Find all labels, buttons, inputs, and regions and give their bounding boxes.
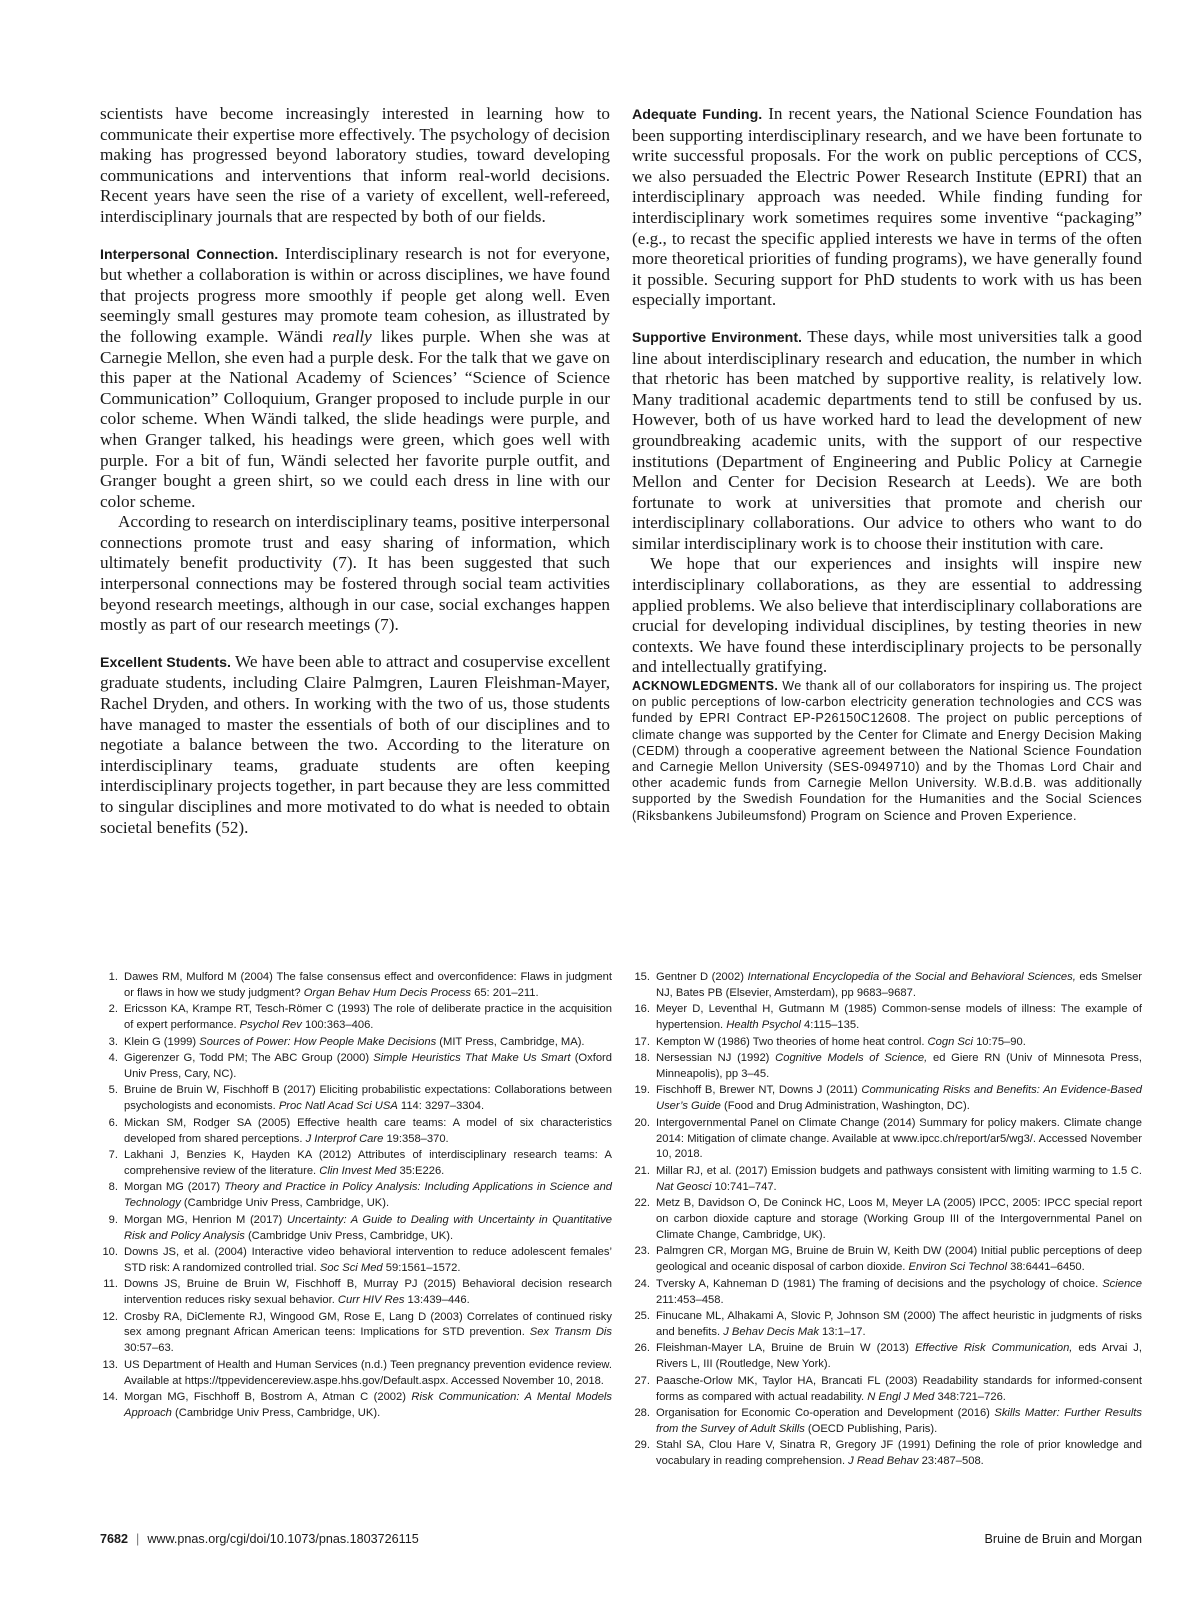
reference-item: [100, 1002, 612, 1034]
reference-source: Sources of Power: How People Make Decisions: [199, 1035, 437, 1048]
reference-details: 10:75–90.: [976, 1035, 1026, 1048]
reference-source: Nat Geosci: [656, 1180, 712, 1193]
reference-number: 11.: [103, 1278, 118, 1291]
reference-number: 17.: [634, 1035, 650, 1048]
reference-details: 10:741–747.: [714, 1180, 777, 1193]
reference-item: [100, 970, 612, 1002]
reference-item: [632, 1438, 1142, 1470]
reference-number: 5.: [108, 1084, 118, 1097]
reference-details: (Cambridge Univ Press, Cambridge, UK).: [175, 1406, 381, 1419]
reference-source: Skills Matter: Further Results from the Survey of Adult Skills: [656, 1406, 1143, 1435]
reference-source: Proc Natl Acad Sci USA: [278, 1100, 398, 1113]
reference-number: 18.: [634, 1052, 650, 1065]
reference-text: Gentner D (2002): [656, 971, 744, 983]
reference-item: [632, 1002, 1142, 1034]
reference-number: 22.: [634, 1197, 650, 1210]
interpersonal-heading: Interpersonal Connection.: [100, 246, 279, 263]
reference-number: 25.: [634, 1310, 650, 1323]
reference-number: 10.: [102, 1245, 118, 1258]
reference-number: 15.: [634, 971, 650, 983]
reference-details: 13:1–17.: [822, 1325, 866, 1338]
reference-text: Finucane ML, Alhakami A, Slovic P, Johnson SM (2000) The affect heuristic in judgments of risks and benefits.: [656, 1310, 1142, 1338]
references-list-right: [632, 970, 1142, 1471]
reference-item: [100, 1035, 612, 1051]
acknowledgments: ACKNOWLEDGMENTS. We thank all of our collaborators for inspiring us. The project on public perceptions of low-carbon electricity generation technologies and CCS was funded by EPRI Contract EP-P26150C12608. The project on public perceptions of climate change was supported by the Center for Climate and Energy Decision Making (CEDM) through a cooperative agreement between the National Science Foundation and Carnegie Mellon University (SES-0949710) and by the Thomas Lord Chair and other academic funds from Carnegie Mellon University. W.B.d.B. was additionally supported by the Swedish Foundation for the Humanities and the Social Sciences (Riksbankens Jubileumsfond) Program on Science and Proven Experience.: [632, 679, 1142, 823]
reference-details: 13:439–446.: [407, 1294, 470, 1307]
students-paragraph: Excellent Students. We have been able to attract and cosupervise excellent graduate students, including Claire Palmgren, Lauren Fleishman-Mayer, Rachel Dryden, and others. In working with the two of us, those students have managed to master the essentials of both of our disciplines and to negotiate a balance between the two. According to the literature on interdisciplinary teams, graduate students are often keeping interdisciplinary projects together, in part because they are less committed to singular disciplines and more motivated to do what is needed to obtain societal benefits (52).: [100, 651, 610, 837]
reference-text: Downs JS, et al. (2004) Interactive video behavioral intervention to reduce adolescent females’ STD risk: A randomized controlled trial.: [124, 1245, 612, 1274]
reference-item: [632, 1051, 1142, 1083]
reference-source: Science: [1102, 1277, 1142, 1290]
reference-text: Dawes RM, Mulford M (2004) The false consensus effect and overconfidence: Flaws in judgment or flaws in how we study judgment?: [124, 971, 612, 999]
reference-number: 26.: [634, 1342, 650, 1355]
right-column: [632, 104, 1142, 824]
reference-number: 6.: [108, 1116, 118, 1129]
reference-number: 21.: [634, 1164, 650, 1177]
reference-source: Theory and Practice in Policy Analysis: Including Applications in Science and Technology: [124, 1181, 613, 1210]
reference-source: Soc Sci Med: [319, 1261, 383, 1274]
reference-source: Organ Behav Hum Decis Process: [303, 986, 471, 999]
page-number: 7682: [100, 1532, 129, 1546]
reference-text: Paasche-Orlow MK, Taylor HA, Brancati FL (2003) Readability standards for informed-consent forms as compared with actual readability.: [656, 1374, 1142, 1403]
reference-number: 8.: [108, 1181, 118, 1194]
reference-source: Curr HIV Res: [337, 1294, 405, 1307]
reference-item: [632, 970, 1142, 1002]
funding-paragraph: Adequate Funding. In recent years, the National Science Foundation has been supporting interdisciplinary research, and we have been fortunate to write successful proposals. For the work on public perceptions of CCS, we also persuaded the Electric Power Research Institute (EPRI) that an interdisciplinary approach was needed. While finding funding for interdisciplinary work sometimes requires some inventive “packaging” (e.g., to recast the specific applied interests we have in terms of the often more theoretical priorities of funding programs), we have generally found it possible. Securing support for PhD students to work with us has been especially important.: [632, 104, 1142, 310]
reference-item: [100, 1390, 612, 1422]
reference-details: (OECD Publishing, Paris).: [807, 1422, 938, 1435]
reference-text: Klein G (1999): [124, 1035, 197, 1048]
reference-source: J Read Behav: [848, 1455, 919, 1468]
reference-source: Uncertainty: A Guide to Dealing with Uncertainty in Quantitative Risk and Policy Analysis: [124, 1213, 613, 1242]
reference-text: Metz B, Davidson O, De Coninck HC, Loos M, Meyer LA (2005) IPCC, 2005: IPCC special report on carbon dioxide capture and storage (Working Group III of the Intergovernmental Panel on Climate Change, Cambridge, UK).: [656, 1197, 1142, 1241]
reference-source: J Interprof Care: [305, 1132, 384, 1145]
reference-source: Environ Sci Technol: [908, 1261, 1007, 1274]
reference-details: 59:1561–1572.: [385, 1261, 461, 1274]
reference-text: Crosby RA, DiClemente RJ, Wingood GM, Rose E, Lang D (2003) Correlates of continued risky sex among pregnant African American teens: Implications for STD prevention.: [124, 1310, 612, 1339]
reference-number: 27.: [634, 1374, 650, 1387]
reference-details: 114: 3297–3304.: [400, 1100, 485, 1113]
reference-number: 7.: [108, 1148, 118, 1161]
reference-number: 13.: [102, 1358, 118, 1371]
reference-details: 348:721–726.: [937, 1390, 1006, 1403]
reference-number: 2.: [108, 1003, 118, 1016]
reference-number: 12.: [102, 1310, 118, 1323]
reference-text: Morgan MG, Henrion M (2017): [124, 1213, 283, 1226]
reference-item: [100, 1180, 612, 1212]
intro-paragraph: scientists have become increasingly interested in learning how to communicate their expertise more effectively. The psychology of decision making has progressed beyond laboratory studies, toward developing communications and interventions that inform real-world decisions. Recent years have seen the rise of a variety of excellent, well-refereed, interdisciplinary journals that are respected by both of our fields.: [100, 104, 610, 226]
reference-details: 211:453–458.: [656, 1293, 724, 1306]
reference-number: 20.: [634, 1116, 650, 1129]
reference-number: 23.: [634, 1245, 650, 1258]
reference-text: Ericsson KA, Krampe RT, Tesch-Römer C (1993) The role of deliberate practice in the acquisition of expert performance.: [124, 1003, 612, 1032]
reference-text: Tversky A, Kahneman D (1981) The framing of decisions and the psychology of choice.: [656, 1277, 1099, 1290]
reference-item: [100, 1116, 612, 1148]
reference-item: [632, 1341, 1142, 1373]
acknowledgments-heading: ACKNOWLEDGMENTS.: [632, 679, 779, 694]
reference-source: Psychol Rev: [239, 1019, 302, 1032]
reference-text: Millar RJ, et al. (2017) Emission budgets and pathways consistent with limiting warming to 1.5 C.: [656, 1164, 1142, 1177]
environment-paragraph: Supportive Environment. These days, while most universities talk a good line about interdisciplinary research and education, the number in which that rhetoric has been matched by supportive reality, is relatively low. Many traditional academic departments tend to still be confused by us. However, both of us have worked hard to lead the development of new groundbreaking academic units, with the support of our respective institutions (Department of Engineering and Public Policy at Carnegie Mellon and Center for Decision Research at Leeds). We are both fortunate to work at universities that promote and cherish our interdisciplinary collaborations. Our advice to others who want to do similar interdisciplinary work is to choose their institution with care.: [632, 326, 1142, 553]
reference-source: Health Psychol: [726, 1019, 801, 1032]
reference-item: [100, 1213, 612, 1245]
reference-details: 4:115–135.: [804, 1019, 860, 1032]
reference-item: [632, 1244, 1142, 1276]
reference-item: [100, 1277, 612, 1309]
reference-source: Simple Heuristics That Make Us Smart: [373, 1052, 571, 1065]
reference-text: US Department of Health and Human Services (n.d.) Teen pregnancy prevention evidence review. Available at https://tppevidencereview.aspe.hhs.gov/Default.aspx. Accessed November 10, 2018.: [124, 1358, 612, 1387]
references-list-left: [100, 970, 612, 1422]
reference-details: ed Giere RN (Univ of Minnesota Press, Minneapolis), pp 3–45.: [656, 1052, 1142, 1080]
reference-item: [632, 1164, 1142, 1196]
reference-source: J Behav Decis Mak: [723, 1325, 819, 1338]
footer-left: [100, 1532, 419, 1546]
reference-number: 9.: [108, 1213, 118, 1226]
reference-details: (Food and Drug Administration, Washington, DC).: [723, 1100, 970, 1113]
reference-item: [632, 1196, 1142, 1244]
footer-authors: Bruine de Bruin and Morgan: [984, 1532, 1142, 1546]
reference-item: [100, 1358, 612, 1390]
doi-link[interactable]: www.pnas.org/cgi/doi/10.1073/pnas.1803726115: [147, 1532, 419, 1546]
environment-paragraph-2: We hope that our experiences and insights will inspire new interdisciplinary collaborations, as they are essential to addressing applied problems. We also believe that interdisciplinary collaborations are crucial for developing individual disciplines, by testing theories in new contexts. We have found these interdisciplinary projects to be personally and intellectually gratifying.: [632, 554, 1142, 677]
reference-details: 30:57–63.: [124, 1342, 174, 1355]
reference-item: [632, 1406, 1142, 1438]
reference-text: Bruine de Bruin W, Fischhoff B (2017) Eliciting probabilistic expectations: Collaborations between psychologists and economists.: [124, 1084, 612, 1113]
reference-item: [632, 1035, 1142, 1051]
reference-text: Kempton W (1986) Two theories of home heat control.: [656, 1035, 925, 1048]
reference-details: eds Arvai J, Rivers L, III (Routledge, New York).: [656, 1342, 1143, 1371]
interpersonal-paragraph: Interpersonal Connection. Interdisciplinary research is not for everyone, but whether a collaboration is within or across disciplines, we have found that projects progress more smoothly if people get along well. Even seemingly small gestures may promote team cohesion, as illustrated by the following example. Wändi really likes purple. When she was at Carnegie Mellon, she even had a purple desk. For the talk that we gave on this paper at the National Academy of Sciences’ “Science of Science Communication” Colloquium, Granger proposed to include purple in our color scheme. When Wändi talked, the slide headings were purple, and when Granger talked, his headings were green, which goes well with purple. For a bit of fun, Wändi selected her favorite purple outfit, and Granger bought a green shirt, so we could each dress in line with our color scheme.: [100, 243, 610, 511]
reference-number: 3.: [108, 1035, 118, 1048]
footer-separator: |: [136, 1532, 140, 1546]
reference-text: Stahl SA, Clou Hare V, Sinatra R, Gregory JF (1991) Defining the role of prior knowledge and vocabulary in reading comprehension.: [656, 1439, 1142, 1468]
reference-details: 100:363–406.: [304, 1019, 374, 1032]
reference-number: 29.: [634, 1439, 650, 1452]
reference-details: (Cambridge Univ Press, Cambridge, UK).: [247, 1229, 454, 1242]
reference-number: 24.: [634, 1277, 650, 1290]
reference-number: 1.: [108, 971, 118, 983]
reference-item: [100, 1310, 612, 1358]
interpersonal-paragraph-2: According to research on interdisciplinary teams, positive interpersonal connections promote trust and easy sharing of information, which ultimately benefit productivity (7). It has been suggested that such interpersonal connections may be fostered through social team activities beyond research meetings, although in our case, social exchanges happen mostly as part of our research meetings (7).: [100, 512, 610, 635]
reference-text: Fischhoff B, Brewer NT, Downs J (2011): [656, 1084, 858, 1097]
funding-heading: Adequate Funding.: [632, 107, 763, 123]
reference-text: Nersessian NJ (1992): [656, 1052, 770, 1065]
reference-details: (MIT Press, Cambridge, MA).: [439, 1035, 585, 1048]
reference-source: Risk Communication: A Mental Models Approach: [124, 1391, 612, 1419]
reference-number: 14.: [102, 1391, 118, 1404]
reference-source: Clin Invest Med: [319, 1164, 397, 1177]
reference-number: 4.: [108, 1052, 118, 1065]
reference-item: [632, 1374, 1142, 1406]
reference-item: [100, 1245, 612, 1277]
reference-text: Intergovernmental Panel on Climate Change (2014) Summary for policy makers. Climate change 2014: Mitigation of climate change. Available at www.ipcc.ch/report/ar5/wg3/. Accessed November 10, 2018.: [656, 1116, 1142, 1161]
environment-heading: Supportive Environment.: [632, 329, 802, 346]
reference-details: 38:6441–6450.: [1010, 1261, 1085, 1274]
reference-number: 16.: [634, 1003, 650, 1016]
reference-text: Organisation for Economic Co-operation and Development (2016): [656, 1406, 990, 1419]
reference-details: 35:E226.: [399, 1164, 445, 1177]
reference-details: (Oxford Univ Press, Cary, NC).: [124, 1052, 613, 1080]
reference-source: Effective Risk Communication,: [914, 1342, 1073, 1355]
reference-item: [632, 1277, 1142, 1309]
reference-number: 28.: [634, 1406, 650, 1419]
reference-details: 65: 201–211.: [474, 986, 539, 999]
reference-source: N Engl J Med: [867, 1390, 935, 1403]
reference-text: Fleishman-Mayer LA, Bruine de Bruin W (2013): [656, 1342, 909, 1355]
reference-source: Sex Transm Dis: [529, 1326, 613, 1339]
students-heading: Excellent Students.: [100, 654, 231, 671]
reference-text: Lakhani J, Benzies K, Hayden KA (2012) Attributes of interdisciplinary research teams: A comprehensive review of the literature.: [124, 1148, 612, 1177]
reference-source: International Encyclopedia of the Social and Behavioral Sciences,: [747, 971, 1076, 983]
reference-text: Mickan SM, Rodger SA (2005) Effective health care teams: A model of six characteristics developed from shared perceptions.: [124, 1116, 612, 1145]
reference-text: Morgan MG (2017): [124, 1181, 221, 1194]
reference-text: Meyer D, Leventhal H, Gutmann M (1985) Common-sense models of illness: The example of hypertension.: [656, 1003, 1142, 1032]
reference-item: [100, 1148, 612, 1180]
reference-item: [632, 1083, 1142, 1115]
reference-item: [632, 1116, 1142, 1164]
reference-item: [100, 1051, 612, 1083]
reference-details: (Cambridge Univ Press, Cambridge, UK).: [183, 1197, 390, 1210]
reference-text: Gigerenzer G, Todd PM; The ABC Group (2000): [124, 1052, 370, 1065]
reference-text: Morgan MG, Fischhoff B, Bostrom A, Atman C (2002): [124, 1391, 406, 1404]
reference-text: Palmgren CR, Morgan MG, Bruine de Bruin W, Keith DW (2004) Initial public perceptions of deep geological and oceanic disposal of carbon dioxide.: [656, 1245, 1142, 1274]
reference-source: Cogn Sci: [927, 1035, 973, 1048]
reference-text: Downs JS, Bruine de Bruin W, Fischhoff B, Murray PJ (2015) Behavioral decision research intervention reduces risky sexual behavior.: [124, 1278, 612, 1307]
reference-number: 19.: [634, 1084, 650, 1097]
left-column: [100, 104, 610, 838]
reference-item: [632, 1309, 1142, 1341]
reference-source: Cognitive Models of Science,: [775, 1052, 928, 1065]
reference-source: Communicating Risks and Benefits: An Evidence-Based User’s Guide: [656, 1084, 1143, 1113]
reference-details: eds Smelser NJ, Bates PB (Elsevier, Amsterdam), pp 9683–9687.: [656, 971, 1143, 999]
reference-item: [100, 1083, 612, 1115]
reference-details: 19:358–370.: [386, 1132, 449, 1145]
reference-details: 23:487–508.: [921, 1455, 984, 1468]
